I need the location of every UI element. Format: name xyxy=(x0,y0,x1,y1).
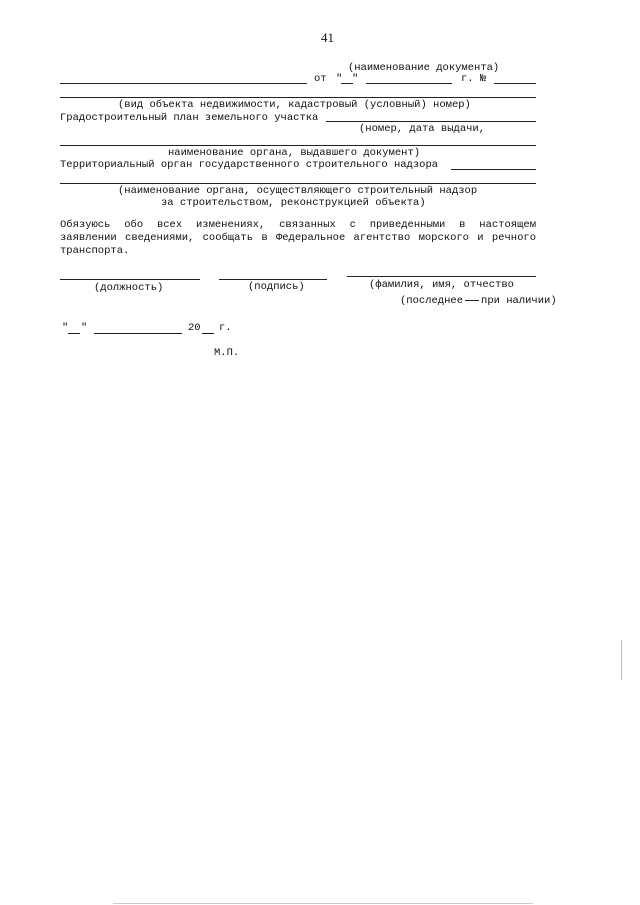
position-line[interactable] xyxy=(60,279,200,280)
date-quote-close: " xyxy=(81,322,88,334)
name-caption-2-before: (последнее xyxy=(400,295,464,307)
page-number: 41 xyxy=(321,30,334,45)
day-quote-open: " xyxy=(336,73,343,85)
name-line[interactable] xyxy=(347,276,536,277)
position-caption: (должность) xyxy=(94,282,164,294)
document-name-line[interactable] xyxy=(60,83,307,84)
obligation-text: Обязуюсь обо всех изменениях, связанных с приведенными в настоящем заявлении сведениями, сообщать в Федеральное агентство морского и речного транспорта. xyxy=(60,219,536,257)
stamp-label: М.П. xyxy=(214,347,240,359)
signature-line[interactable] xyxy=(219,279,327,280)
from-label: от xyxy=(314,73,327,85)
date-day-line[interactable] xyxy=(68,333,80,334)
number-line[interactable] xyxy=(494,83,536,84)
supervision-line[interactable] xyxy=(451,169,536,170)
year-label: г. xyxy=(461,73,474,85)
name-caption-2-after: при наличии) xyxy=(481,295,557,307)
property-line[interactable] xyxy=(60,97,536,98)
month-year-line[interactable] xyxy=(366,83,452,84)
supervision-label: Территориальный орган государственного строительного надзора xyxy=(60,159,439,171)
date-quote-open: " xyxy=(62,322,69,334)
number-sign: № xyxy=(480,73,487,85)
name-caption: (фамилия, имя, отчество xyxy=(369,279,514,291)
name-caption-2 xyxy=(400,295,557,307)
gpzu-caption-2: наименование органа, выдавшего документ) xyxy=(168,147,421,159)
date-month-line[interactable] xyxy=(94,333,182,334)
gpzu-caption: (номер, дата выдачи, xyxy=(359,123,486,135)
gpzu-line-2[interactable] xyxy=(60,145,536,146)
supervision-caption-1: (наименование органа, осуществляющего строительный надзор xyxy=(118,185,478,197)
document-name-caption: (наименование документа) xyxy=(348,62,500,74)
date-year-prefix: 20 xyxy=(188,322,201,334)
scan-edge-mark xyxy=(621,640,622,680)
dash-glyph xyxy=(465,300,479,301)
scan-bottom-edge xyxy=(113,903,533,904)
gpzu-label: Градостроительный план земельного участка xyxy=(60,112,319,124)
day-quote-close: " xyxy=(352,73,359,85)
date-year-suffix: г. xyxy=(219,322,232,334)
signature-caption: (подпись) xyxy=(248,281,305,293)
date-year-line[interactable] xyxy=(202,333,214,334)
supervision-caption-2: за строительством, реконструкцией объекта) xyxy=(161,197,426,209)
supervision-line-2[interactable] xyxy=(60,183,536,184)
gpzu-line[interactable] xyxy=(326,121,536,122)
property-caption: (вид объекта недвижимости, кадастровый (условный) номер) xyxy=(118,99,471,111)
